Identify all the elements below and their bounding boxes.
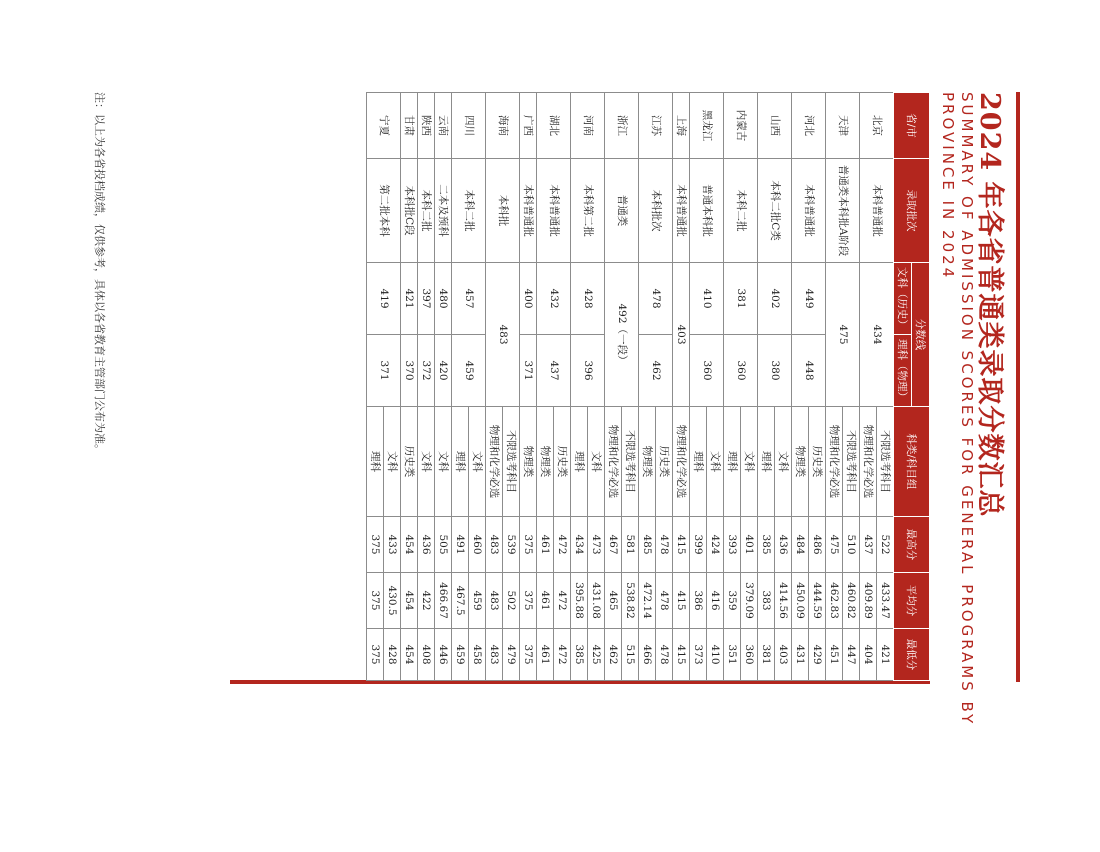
cell-line-arts: 457 <box>452 263 486 335</box>
cell-max: 375 <box>367 517 384 573</box>
cell-avg: 416 <box>707 573 724 629</box>
cell-subject: 历史类 <box>554 407 571 517</box>
cell-max: 485 <box>639 517 656 573</box>
header-province: 省/市 <box>894 93 930 159</box>
cell-max: 436 <box>775 517 792 573</box>
cell-avg: 395.88 <box>571 573 588 629</box>
table-header <box>894 93 930 681</box>
cell-batch: 普通类本科批A阶段 <box>826 159 860 263</box>
cell-province: 广西 <box>520 93 537 159</box>
cell-province: 上海 <box>673 93 690 159</box>
cell-province: 浙江 <box>605 93 639 159</box>
cell-province: 海南 <box>486 93 520 159</box>
cell-avg: 462.83 <box>826 573 843 629</box>
cell-avg: 422 <box>418 573 435 629</box>
cell-max: 472 <box>554 517 571 573</box>
table-row <box>809 93 826 681</box>
cell-subject: 物理和化学必选 <box>673 407 690 517</box>
cell-avg: 430.5 <box>384 573 401 629</box>
scores-table <box>366 92 930 681</box>
table-row <box>673 93 690 681</box>
cell-max: 424 <box>707 517 724 573</box>
cell-score-line: 403 <box>673 263 690 407</box>
cell-subject: 物理类 <box>639 407 656 517</box>
cell-min: 483 <box>486 629 503 681</box>
header-arts: 文科（历史） <box>894 263 912 335</box>
cell-subject: 文科 <box>588 407 605 517</box>
cell-batch: 本科普通批 <box>537 159 571 263</box>
cell-line-arts: 432 <box>537 263 571 335</box>
cell-subject: 历史类 <box>401 407 418 517</box>
cell-province: 北京 <box>860 93 894 159</box>
cell-line-arts: 381 <box>724 263 758 335</box>
cell-avg: 359 <box>724 573 741 629</box>
cell-subject: 不限选考科目 <box>843 407 860 517</box>
cell-province: 甘肃 <box>401 93 418 159</box>
cell-min: 515 <box>622 629 639 681</box>
table-row <box>503 93 520 681</box>
cell-line-arts: 421 <box>401 263 418 335</box>
table-row <box>418 93 435 681</box>
cell-batch: 本科二批 <box>452 159 486 263</box>
cell-min: 425 <box>588 629 605 681</box>
cell-score-line: 434 <box>860 263 894 407</box>
table-row <box>707 93 724 681</box>
cell-line-arts: 480 <box>435 263 452 335</box>
header-min: 最低分 <box>894 629 930 681</box>
cell-province: 云南 <box>435 93 452 159</box>
cell-line-arts: 478 <box>639 263 673 335</box>
cell-province: 河南 <box>571 93 605 159</box>
subtitle-line-1: SUMMARY OF ADMISSION SCORES FOR GENERAL PROGRAMS BY <box>958 92 976 727</box>
cell-max: 385 <box>758 517 775 573</box>
cell-line-science: 459 <box>452 335 486 407</box>
table-row <box>588 93 605 681</box>
page-title: 2024 年各省普通类录取分数汇总 <box>974 92 1005 518</box>
cell-avg: 414.56 <box>775 573 792 629</box>
cell-batch: 本科普通批 <box>860 159 894 263</box>
cell-subject: 文科 <box>418 407 435 517</box>
cell-avg: 379.09 <box>741 573 758 629</box>
cell-min: 446 <box>435 629 452 681</box>
cell-avg: 444.59 <box>809 573 826 629</box>
cell-province: 山西 <box>758 93 792 159</box>
cell-line-science: 420 <box>435 335 452 407</box>
cell-min: 410 <box>707 629 724 681</box>
cell-min: 472 <box>554 629 571 681</box>
cell-province: 黑龙江 <box>690 93 724 159</box>
table-row <box>622 93 639 681</box>
cell-max: 401 <box>741 517 758 573</box>
cell-avg: 415 <box>673 573 690 629</box>
cell-subject: 物理类 <box>537 407 554 517</box>
cell-subject: 文科 <box>469 407 486 517</box>
cell-max: 510 <box>843 517 860 573</box>
cell-line-science: 370 <box>401 335 418 407</box>
cell-max: 475 <box>826 517 843 573</box>
cell-min: 408 <box>418 629 435 681</box>
cell-batch: 本科普通批 <box>792 159 826 263</box>
cell-batch: 本科批C段 <box>401 159 418 263</box>
cell-max: 436 <box>418 517 435 573</box>
cell-line-science: 360 <box>690 335 724 407</box>
cell-max: 393 <box>724 517 741 573</box>
cell-min: 403 <box>775 629 792 681</box>
header-avg: 平均分 <box>894 573 930 629</box>
cell-min: 466 <box>639 629 656 681</box>
cell-line-science: 448 <box>792 335 826 407</box>
cell-subject: 理科 <box>571 407 588 517</box>
cell-avg: 466.67 <box>435 573 452 629</box>
page-subtitle <box>938 92 976 852</box>
cell-subject: 不限选考科目 <box>622 407 639 517</box>
header-score-line: 分数线 <box>912 263 930 407</box>
cell-line-arts: 400 <box>520 263 537 335</box>
cell-province: 内蒙古 <box>724 93 758 159</box>
cell-max: 460 <box>469 517 486 573</box>
cell-line-science: 371 <box>520 335 537 407</box>
cell-min: 404 <box>860 629 877 681</box>
table-row <box>520 93 537 681</box>
cell-line-science: 360 <box>724 335 758 407</box>
cell-province: 宁夏 <box>367 93 401 159</box>
table-row <box>741 93 758 681</box>
cell-subject: 不限选考科目 <box>503 407 520 517</box>
cell-batch: 本科批次 <box>639 159 673 263</box>
cell-avg: 460.82 <box>843 573 860 629</box>
cell-min: 375 <box>520 629 537 681</box>
cell-min: 381 <box>758 629 775 681</box>
cell-line-science: 380 <box>758 335 792 407</box>
cell-min: 451 <box>826 629 843 681</box>
cell-min: 351 <box>724 629 741 681</box>
cell-subject: 物理类 <box>520 407 537 517</box>
table-row <box>469 93 486 681</box>
cell-max: 454 <box>401 517 418 573</box>
cell-max: 415 <box>673 517 690 573</box>
cell-avg: 386 <box>690 573 707 629</box>
cell-avg: 454 <box>401 573 418 629</box>
cell-avg: 450.09 <box>792 573 809 629</box>
table-row <box>656 93 673 681</box>
cell-min: 385 <box>571 629 588 681</box>
cell-batch: 普通本科批 <box>690 159 724 263</box>
cell-province: 陕西 <box>418 93 435 159</box>
cell-batch: 二本及预科 <box>435 159 452 263</box>
cell-max: 375 <box>520 517 537 573</box>
cell-max: 433 <box>384 517 401 573</box>
cell-subject: 文科 <box>707 407 724 517</box>
cell-avg: 478 <box>656 573 673 629</box>
cell-batch: 本科批 <box>486 159 520 263</box>
header-subject: 科类/科目组 <box>894 407 930 517</box>
cell-min: 428 <box>384 629 401 681</box>
cell-avg: 467.5 <box>452 573 469 629</box>
cell-avg: 459 <box>469 573 486 629</box>
header-science: 理科（物理） <box>894 335 912 407</box>
cell-line-science: 437 <box>537 335 571 407</box>
cell-max: 522 <box>877 517 894 573</box>
cell-line-science: 372 <box>418 335 435 407</box>
cell-batch: 本科普通批 <box>673 159 690 263</box>
cell-subject: 理科 <box>690 407 707 517</box>
cell-max: 491 <box>452 517 469 573</box>
table-row <box>554 93 571 681</box>
cell-subject: 文科 <box>741 407 758 517</box>
cell-score-line: 492（一段） <box>605 263 639 407</box>
cell-max: 483 <box>486 517 503 573</box>
cell-avg: 502 <box>503 573 520 629</box>
cell-min: 421 <box>877 629 894 681</box>
table-row <box>775 93 792 681</box>
cell-line-arts: 410 <box>690 263 724 335</box>
cell-line-arts: 402 <box>758 263 792 335</box>
cell-batch: 本科第二批 <box>571 159 605 263</box>
cell-min: 454 <box>401 629 418 681</box>
cell-max: 434 <box>571 517 588 573</box>
cell-subject: 历史类 <box>809 407 826 517</box>
cell-avg: 431.08 <box>588 573 605 629</box>
cell-min: 360 <box>741 629 758 681</box>
cell-max: 437 <box>860 517 877 573</box>
cell-avg: 461 <box>537 573 554 629</box>
cell-subject: 理科 <box>758 407 775 517</box>
cell-province: 湖北 <box>537 93 571 159</box>
cell-max: 505 <box>435 517 452 573</box>
top-accent-bar <box>1016 92 1020 682</box>
cell-line-arts: 428 <box>571 263 605 335</box>
cell-max: 473 <box>588 517 605 573</box>
cell-subject: 文科 <box>384 407 401 517</box>
cell-subject: 物理和化学必选 <box>605 407 622 517</box>
cell-max: 539 <box>503 517 520 573</box>
cell-province: 河北 <box>792 93 826 159</box>
cell-subject: 理科 <box>724 407 741 517</box>
cell-avg: 375 <box>520 573 537 629</box>
cell-avg: 472.14 <box>639 573 656 629</box>
cell-min: 461 <box>537 629 554 681</box>
cell-province: 四川 <box>452 93 486 159</box>
cell-avg: 375 <box>367 573 384 629</box>
cell-subject: 物理类 <box>792 407 809 517</box>
cell-score-line: 475 <box>826 263 860 407</box>
cell-max: 581 <box>622 517 639 573</box>
cell-line-arts: 449 <box>792 263 826 335</box>
cell-avg: 472 <box>554 573 571 629</box>
cell-batch: 本科二批 <box>418 159 435 263</box>
cell-subject: 理科 <box>367 407 384 517</box>
cell-subject: 物理和化学必选 <box>860 407 877 517</box>
cell-max: 399 <box>690 517 707 573</box>
cell-max: 486 <box>809 517 826 573</box>
cell-min: 478 <box>656 629 673 681</box>
cell-min: 375 <box>367 629 384 681</box>
cell-max: 467 <box>605 517 622 573</box>
cell-avg: 465 <box>605 573 622 629</box>
cell-min: 479 <box>503 629 520 681</box>
cell-line-science: 396 <box>571 335 605 407</box>
cell-subject: 理科 <box>452 407 469 517</box>
table-row <box>401 93 418 681</box>
footnote: 注：以上为各省投档成绩，仅供参考，具体以各省教育主管部门公布为准。 <box>93 92 106 455</box>
cell-subject: 历史类 <box>656 407 673 517</box>
cell-min: 373 <box>690 629 707 681</box>
cell-max: 461 <box>537 517 554 573</box>
cell-line-science: 462 <box>639 335 673 407</box>
table-row <box>877 93 894 681</box>
cell-line-science: 371 <box>367 335 401 407</box>
cell-avg: 483 <box>486 573 503 629</box>
cell-score-line: 483 <box>486 263 520 407</box>
cell-subject: 物理和化学必选 <box>826 407 843 517</box>
cell-line-arts: 419 <box>367 263 401 335</box>
cell-max: 484 <box>792 517 809 573</box>
table-row <box>435 93 452 681</box>
cell-min: 462 <box>605 629 622 681</box>
cell-batch: 本科普通批 <box>520 159 537 263</box>
cell-avg: 409.89 <box>860 573 877 629</box>
cell-min: 447 <box>843 629 860 681</box>
cell-line-arts: 397 <box>418 263 435 335</box>
cell-batch: 本科二批 <box>724 159 758 263</box>
header-batch: 录取批次 <box>894 159 930 263</box>
cell-avg: 383 <box>758 573 775 629</box>
cell-min: 429 <box>809 629 826 681</box>
cell-subject: 文科 <box>435 407 452 517</box>
cell-min: 459 <box>452 629 469 681</box>
cell-subject: 物理和化学必选 <box>486 407 503 517</box>
cell-avg: 433.47 <box>877 573 894 629</box>
cell-avg: 538.82 <box>622 573 639 629</box>
cell-province: 天津 <box>826 93 860 159</box>
cell-province: 江苏 <box>639 93 673 159</box>
cell-batch: 第二批本科 <box>367 159 401 263</box>
cell-batch: 普通类 <box>605 159 639 263</box>
cell-min: 415 <box>673 629 690 681</box>
table-row <box>384 93 401 681</box>
cell-min: 458 <box>469 629 486 681</box>
table-body <box>367 93 894 681</box>
cell-batch: 本科二批C类 <box>758 159 792 263</box>
cell-max: 478 <box>656 517 673 573</box>
cell-subject: 不限选考科目 <box>877 407 894 517</box>
header-max: 最高分 <box>894 517 930 573</box>
cell-subject: 文科 <box>775 407 792 517</box>
subtitle-line-2: PROVINCE IN 2024 <box>939 92 957 281</box>
cell-min: 431 <box>792 629 809 681</box>
table-row <box>843 93 860 681</box>
